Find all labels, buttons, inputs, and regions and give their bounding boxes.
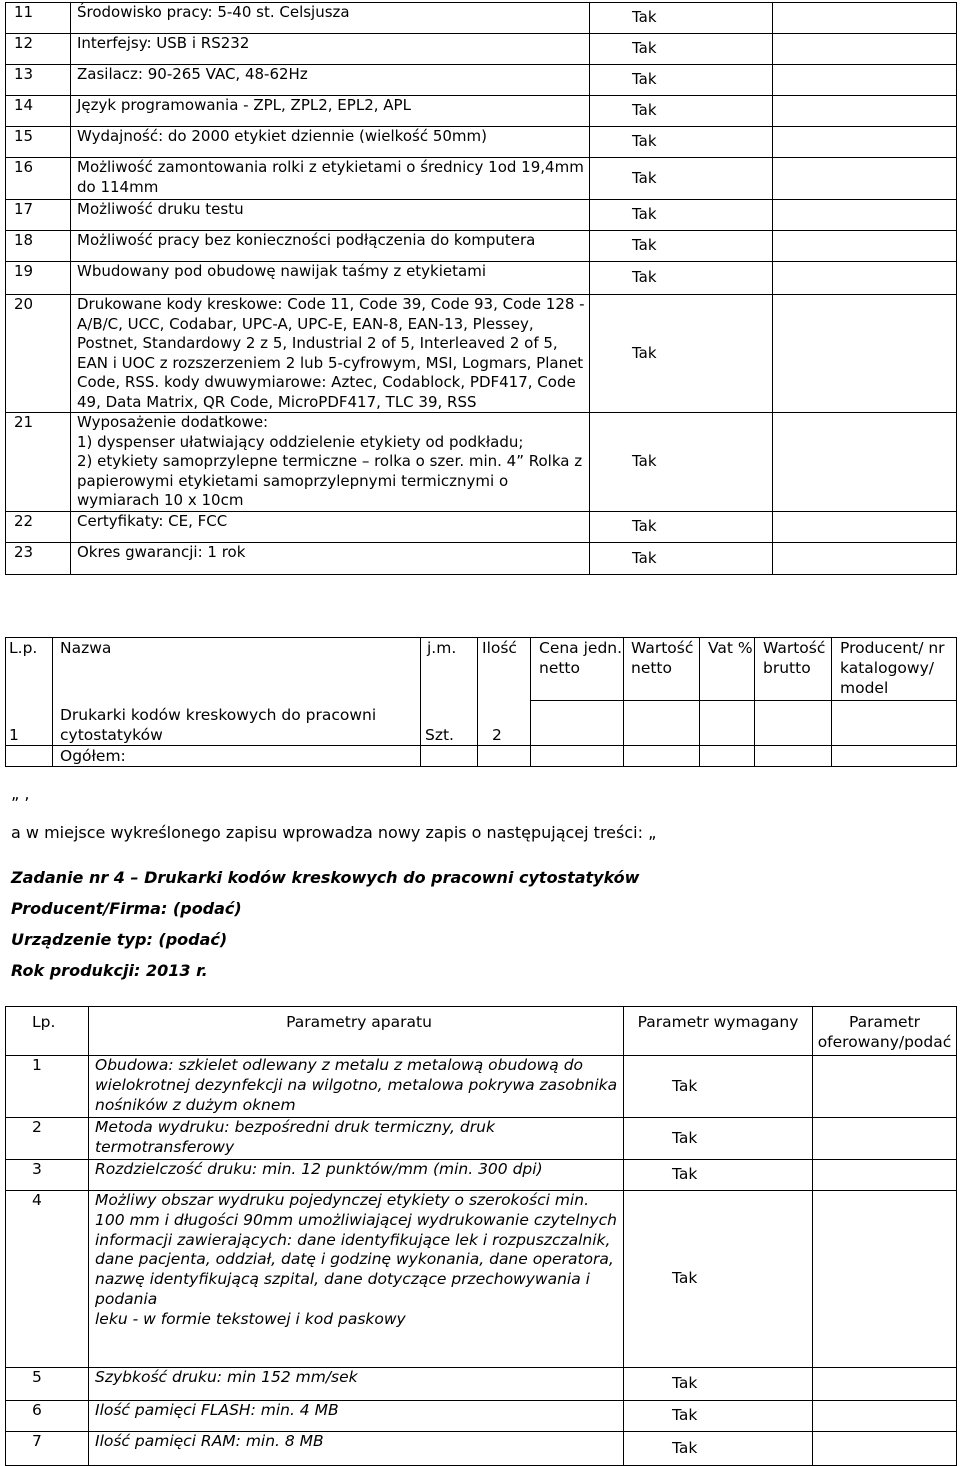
param-row-offered — [813, 1401, 957, 1432]
spec-row-number: 14 — [6, 96, 71, 127]
param-row-required: Tak — [624, 1056, 813, 1118]
spec-row — [6, 127, 957, 158]
spec-row-number: 13 — [6, 65, 71, 96]
price-total-row — [6, 745, 957, 766]
header-qty: Ilość — [478, 638, 531, 701]
spec-row — [6, 512, 957, 543]
param-row-number: 3 — [6, 1160, 89, 1191]
spec-row-description: Drukowane kody kreskowe: Code 11, Code 39, Code 93, Code 128 -A/B/C, UCC, Codabar, UPC-A, UPC-E, EAN-8, EAN-13, Plessey, Postnet, Standardowy 2 z 5, Industrial 2 of 5, Interleaved 2 of 5, EAN i UOC z rozszerzeniem 2 lub 5-cyfrowym, MSI, Logmars, Planet Code, RSS. kody dwuwymiarowe: Aztec, Codablock, PDF417, Code 49, Data Matrix, QR Code, MicroPDF417, TLC 39, RSS — [71, 295, 590, 413]
item-qty: 2 — [478, 701, 531, 746]
spec-row-number: 15 — [6, 127, 71, 158]
param-header-param: Parametry aparatu — [89, 1007, 624, 1056]
spec-row — [6, 413, 957, 512]
spec-row-number: 18 — [6, 231, 71, 262]
spec-row-description: Zasilacz: 90-265 VAC, 48-62Hz — [71, 65, 590, 96]
param-header-offered: Parametr oferowany/podać — [813, 1007, 957, 1056]
spec-row-offered — [773, 512, 957, 543]
param-row-description: Możliwy obszar wydruku pojedynczej etykiety o szerokości min. 100 mm i długości 90mm umożliwiającej wydrukowanie czytelnych informacji zawierających: dane identyfikujące lek i rozpuszczalnik, dane pacjenta, oddział, datę i godzinę wykonania, dane operatora, nazwę identyfikującą szpital, dane dotyczące przechowywania i podania leku - w formie tekstowej i kod paskowy — [89, 1191, 624, 1368]
header-gross: Wartość brutto — [755, 638, 832, 701]
spec-row-offered — [773, 295, 957, 413]
spec-row-number: 19 — [6, 262, 71, 295]
param-row-number: 6 — [6, 1401, 89, 1432]
spec-row — [6, 200, 957, 231]
spec-row-value: Tak — [590, 127, 773, 158]
param-row — [6, 1432, 957, 1466]
price-table — [5, 637, 957, 767]
item-name: Drukarki kodów kreskowych do pracowni cytostatyków — [53, 701, 421, 746]
spec-row-description: Możliwość zamontowania rolki z etykietami o średnicy 1od 19,4mm do 114mm — [71, 158, 590, 200]
total-empty — [6, 745, 53, 766]
param-table-body — [6, 1007, 957, 1466]
total-empty-5 — [624, 745, 700, 766]
spec-row-value: Tak — [590, 512, 773, 543]
spec-row — [6, 295, 957, 413]
param-row — [6, 1118, 957, 1160]
spec-table-body — [6, 3, 957, 575]
spec-row-offered — [773, 200, 957, 231]
spec-row-value: Tak — [590, 3, 773, 34]
total-label: Ogółem: — [53, 745, 421, 766]
item-net — [624, 701, 700, 746]
item-unit: Szt. — [421, 701, 478, 746]
spec-row-number: 23 — [6, 543, 71, 575]
spec-row-offered — [773, 158, 957, 200]
param-row-description: Szybkość druku: min 152 mm/sek — [89, 1368, 624, 1401]
param-row-offered — [813, 1191, 957, 1368]
param-row-required: Tak — [624, 1160, 813, 1191]
header-name: Nazwa — [53, 638, 421, 701]
spec-row-value: Tak — [590, 65, 773, 96]
spec-row-number: 20 — [6, 295, 71, 413]
closing-quote: „ , — [11, 784, 30, 803]
total-empty-6 — [700, 745, 755, 766]
param-row-required: Tak — [624, 1118, 813, 1160]
total-empty-2 — [421, 745, 478, 766]
total-empty-4 — [531, 745, 624, 766]
param-row-offered — [813, 1160, 957, 1191]
spec-row-number: 11 — [6, 3, 71, 34]
header-vat: Vat % — [700, 638, 755, 701]
total-empty-3 — [478, 745, 531, 766]
param-row — [6, 1368, 957, 1401]
spec-row-offered — [773, 231, 957, 262]
spec-row-description: Wydajność: do 2000 etykiet dziennie (wielkość 50mm) — [71, 127, 590, 158]
spec-row-offered — [773, 262, 957, 295]
header-net: Wartość netto — [624, 638, 700, 701]
spec-row-description: Okres gwarancji: 1 rok — [71, 543, 590, 575]
device-line: Urządzenie typ: (podać) — [11, 930, 228, 949]
spec-row-value: Tak — [590, 231, 773, 262]
param-row-required: Tak — [624, 1401, 813, 1432]
param-row — [6, 1056, 957, 1118]
spec-row-number: 12 — [6, 34, 71, 65]
spec-row-value: Tak — [590, 200, 773, 231]
param-row-required: Tak — [624, 1191, 813, 1368]
spec-row — [6, 231, 957, 262]
spec-row-description: Język programowania - ZPL, ZPL2, EPL2, APL — [71, 96, 590, 127]
param-row — [6, 1160, 957, 1191]
param-row-offered — [813, 1368, 957, 1401]
spec-row — [6, 262, 957, 295]
spec-row-value: Tak — [590, 158, 773, 200]
spec-row-description: Możliwość pracy bez konieczności podłączenia do komputera — [71, 231, 590, 262]
spec-row-description: Wyposażenie dodatkowe: 1) dyspenser ułatwiający oddzielenie etykiety od podkładu; 2) etykiety samoprzylepne termiczne – rolka o szer. min. 4” Rolka z papierowymi etykietami samoprzylepnymi termicznymi o wymiarach 10 x 10cm — [71, 413, 590, 512]
header-lp: L.p. — [6, 638, 53, 701]
item-vat — [700, 701, 755, 746]
spec-row-offered — [773, 543, 957, 575]
spec-row-number: 16 — [6, 158, 71, 200]
param-row-number: 7 — [6, 1432, 89, 1466]
param-row-number: 2 — [6, 1118, 89, 1160]
param-row-description: Obudowa: szkielet odlewany z metalu z metalową obudową do wielokrotnej dezynfekcji na wilgotno, metalowa pokrywa zasobnika nośników z dużym oknem — [89, 1056, 624, 1118]
price-item-row — [6, 701, 957, 746]
param-row-description: Metoda wydruku: bezpośredni druk termiczny, druk termotransferowy — [89, 1118, 624, 1160]
item-unit-price — [531, 701, 624, 746]
spec-row-description: Interfejsy: USB i RS232 — [71, 34, 590, 65]
spec-row — [6, 65, 957, 96]
spec-row-description: Wbudowany pod obudowę nawijak taśmy z etykietami — [71, 262, 590, 295]
total-empty-7 — [755, 745, 832, 766]
spec-row-offered — [773, 34, 957, 65]
param-row-number: 5 — [6, 1368, 89, 1401]
param-header-lp: Lp. — [6, 1007, 89, 1056]
param-row-offered — [813, 1118, 957, 1160]
spec-row-offered — [773, 127, 957, 158]
item-lp: 1 — [6, 701, 53, 746]
total-empty-8 — [832, 745, 957, 766]
item-gross — [755, 701, 832, 746]
task-title: Zadanie nr 4 – Drukarki kodów kreskowych do pracowni cytostatyków — [11, 868, 640, 887]
param-row-description: Rozdzielczość druku: min. 12 punktów/mm (min. 300 dpi) — [89, 1160, 624, 1191]
param-table — [5, 1006, 957, 1466]
param-row-description: Ilość pamięci RAM: min. 8 MB — [89, 1432, 624, 1466]
spec-row-offered — [773, 3, 957, 34]
param-row — [6, 1401, 957, 1432]
param-header-row — [6, 1007, 957, 1056]
spec-row-value: Tak — [590, 413, 773, 512]
header-unit: j.m. — [421, 638, 478, 701]
spec-row-description: Możliwość druku testu — [71, 200, 590, 231]
spec-row-value: Tak — [590, 34, 773, 65]
spec-row-offered — [773, 413, 957, 512]
spec-row — [6, 3, 957, 34]
param-row-offered — [813, 1432, 957, 1466]
spec-row-value: Tak — [590, 262, 773, 295]
item-producer — [832, 701, 957, 746]
param-row-number: 1 — [6, 1056, 89, 1118]
spec-row-description: Środowisko pracy: 5-40 st. Celsjusza — [71, 3, 590, 34]
spec-row-description: Certyfikaty: CE, FCC — [71, 512, 590, 543]
header-producer: Producent/ nr katalogowy/ model — [832, 638, 957, 701]
param-row-required: Tak — [624, 1432, 813, 1466]
spec-table — [5, 2, 957, 575]
spec-row-number: 17 — [6, 200, 71, 231]
price-header-row — [6, 638, 957, 701]
spec-row-offered — [773, 96, 957, 127]
param-row-description: Ilość pamięci FLASH: min. 4 MB — [89, 1401, 624, 1432]
param-header-required: Parametr wymagany — [624, 1007, 813, 1056]
param-row — [6, 1191, 957, 1368]
spec-row-number: 21 — [6, 413, 71, 512]
spec-row — [6, 158, 957, 200]
amendment-text: a w miejsce wykreślonego zapisu wprowadza nowy zapis o następującej treści: „ — [11, 823, 657, 842]
producer-line: Producent/Firma: (podać) — [11, 899, 242, 918]
param-row-number: 4 — [6, 1191, 89, 1368]
spec-row-value: Tak — [590, 96, 773, 127]
spec-row — [6, 543, 957, 575]
spec-row — [6, 96, 957, 127]
spec-row-value: Tak — [590, 543, 773, 575]
spec-row-number: 22 — [6, 512, 71, 543]
spec-row — [6, 34, 957, 65]
spec-row-offered — [773, 65, 957, 96]
param-row-offered — [813, 1056, 957, 1118]
spec-row-value: Tak — [590, 295, 773, 413]
header-unit-price: Cena jedn. netto — [531, 638, 624, 701]
param-row-required: Tak — [624, 1368, 813, 1401]
year-line: Rok produkcji: 2013 r. — [11, 961, 208, 980]
